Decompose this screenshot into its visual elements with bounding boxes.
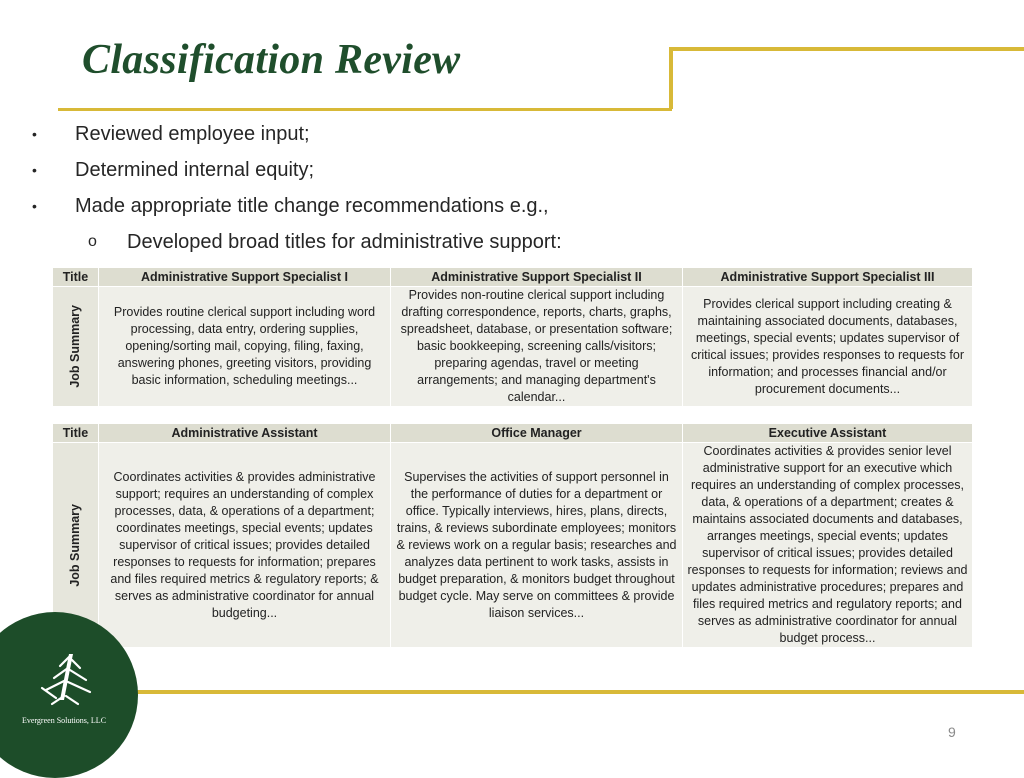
logo-text: Evergreen Solutions, LLC: [21, 716, 107, 725]
row-label-cell: [53, 287, 99, 407]
sub-bullet-marker: o: [88, 233, 97, 250]
table-header-row: [53, 424, 973, 443]
summary-cell: Coordinates activities & provides administrative support; requires an understanding of complex processes, data, & operations of a department; coordinates meetings, special events; updates supervisor of critical issues; provides detailed responses to requests for information; prepares and files required metrics & regulatory reports; & serves as administrative coordinator for annual budgeting...: [99, 443, 391, 648]
page-number: 9: [948, 724, 956, 740]
sub-bullet-text: Developed broad titles for administrative support:: [127, 231, 562, 253]
slide-title: Classification Review: [82, 37, 461, 83]
bullet-text: Reviewed employee input;: [75, 123, 310, 145]
title-underline: [58, 108, 672, 111]
summary-cell: Provides routine clerical support including word processing, data entry, ordering supplies, opening/sorting mail, copying, filing, faxing, answering phones, greeting visitors, providing basic information, scheduling meetings...: [99, 287, 391, 407]
bullet-marker: •: [32, 198, 37, 214]
assistant-table: [52, 423, 973, 648]
summary-cell: Coordinates activities & provides senior level administrative support for an executive which requires an understanding of complex processes, data, & operations of a department; creates & maintains associated documents and databases, arranges meetings, special events; updates supervisor of critical issues; provides detailed responses to requests for information; reviews and updates administrative procedures; prepares and files required metrics and regulatory reports; and serves as administrative coordinator for annual budget process...: [683, 443, 973, 648]
summary-cell: Provides non-routine clerical support including drafting correspondence, reports, charts, graphs, spreadsheet, database, or presentation software; basic bookkeeping, screening calls/visitors; preparing agendas, travel or meeting arrangements; and managing department's calendar...: [391, 287, 683, 407]
bullet-marker: •: [32, 126, 37, 142]
table-row: [53, 287, 973, 407]
bullet-text: Made appropriate title change recommendations e.g.,: [75, 195, 549, 217]
summary-cell: Supervises the activities of support personnel in the performance of duties for a department or office. Typically interviews, hires, plans, directs, trains, & reviews subordinate employees; monitors & reviews work on a regular basis; researches and analyzes data pertinent to work tasks, assists in budget preparation, & monitors budget throughout budget cycle. May serve on committees & provide liaison services...: [391, 443, 683, 648]
bullet-text: Determined internal equity;: [75, 159, 315, 181]
evergreen-tree-logo-icon: [30, 652, 100, 708]
column-title: Office Manager: [391, 424, 683, 443]
summary-cell: Provides clerical support including creating & maintaining associated documents, databases, meetings, special events; updates supervisor of critical issues; provides responses to requests for information; and processes financial and/or procurement documents...: [683, 287, 973, 407]
column-title: Executive Assistant: [683, 424, 973, 443]
table-header-row: [53, 268, 973, 287]
row-label: Job Summary: [68, 305, 82, 388]
table-row: [53, 443, 973, 648]
bullet-marker: •: [32, 162, 37, 178]
column-title: Administrative Assistant: [99, 424, 391, 443]
title-header: Title: [53, 268, 99, 287]
column-title: Administrative Support Specialist I: [99, 268, 391, 287]
title-header: Title: [53, 424, 99, 443]
column-title: Administrative Support Specialist II: [391, 268, 683, 287]
support-specialist-table: [52, 267, 973, 407]
corner-frame: [669, 47, 1024, 109]
column-title: Administrative Support Specialist III: [683, 268, 973, 287]
bottom-gold-rule: [134, 690, 1024, 694]
row-label: Job Summary: [68, 503, 82, 587]
